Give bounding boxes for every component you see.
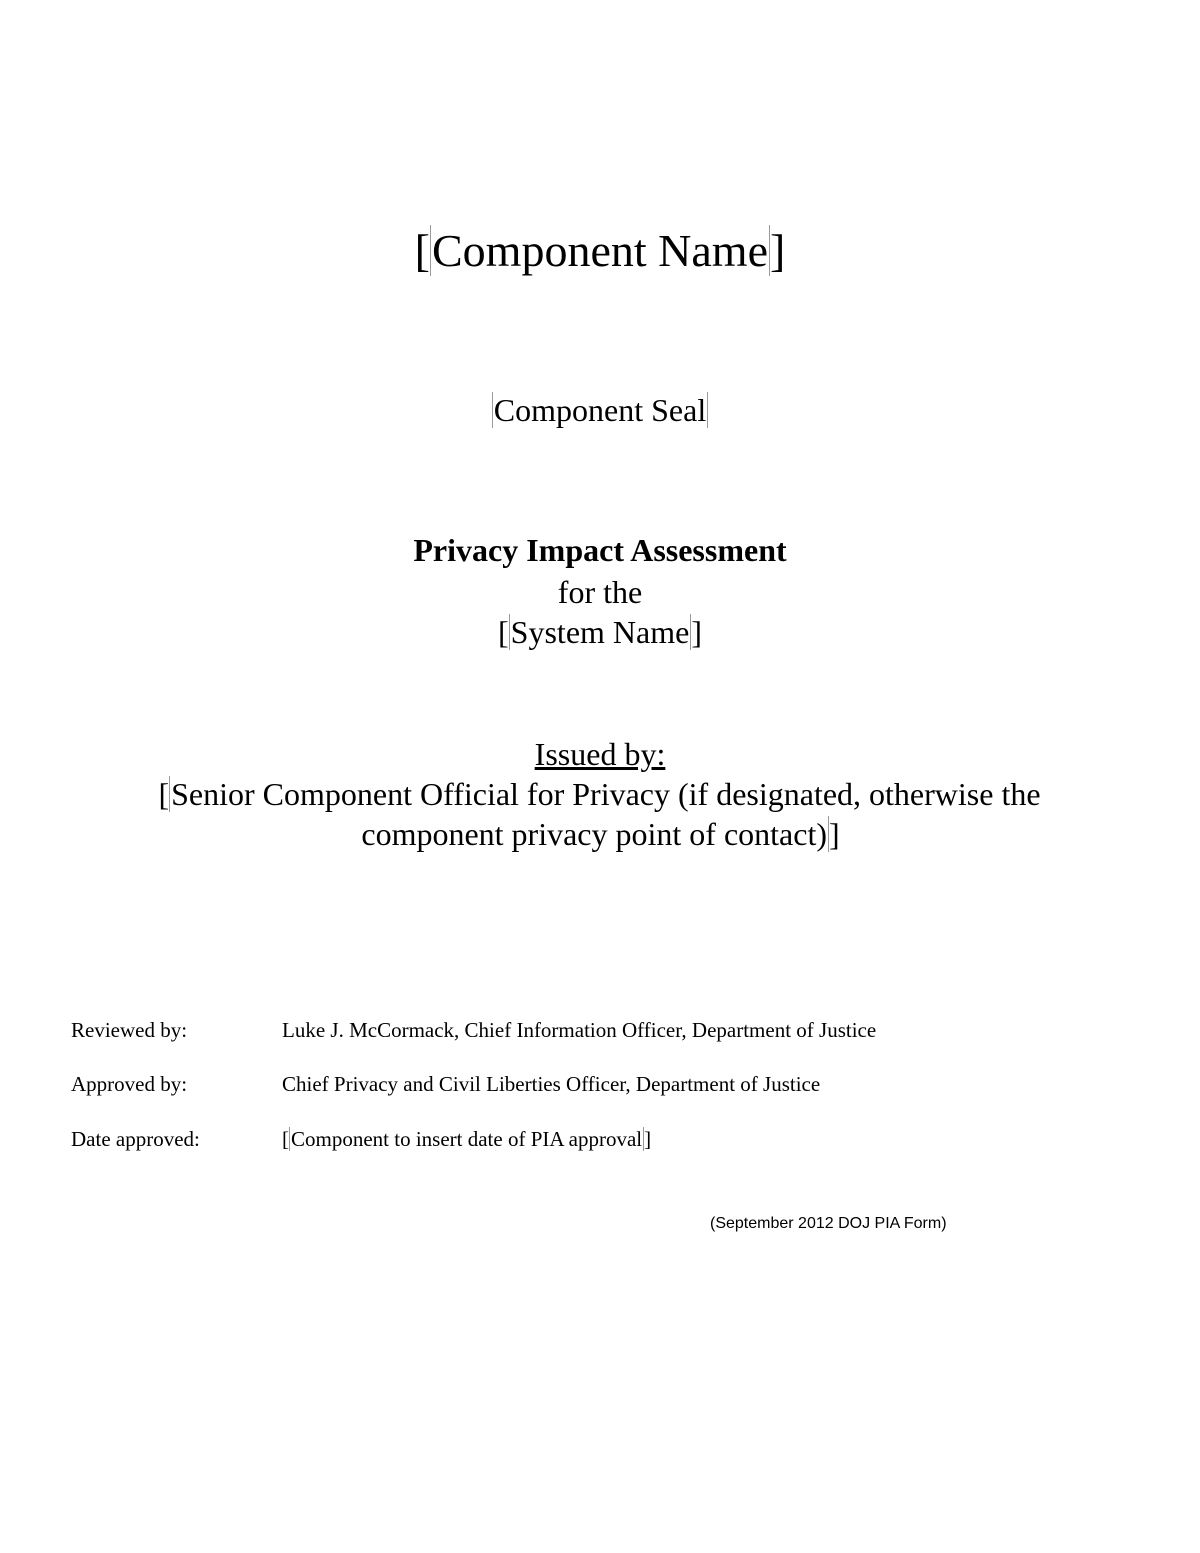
reviewed-by-value: Luke J. McCormack, Chief Information Officer, Department of Justice [282, 1018, 877, 1042]
close-bracket: ] [770, 225, 786, 276]
open-bracket: [ [414, 225, 430, 276]
component-seal-line [0, 390, 1200, 430]
close-bracket: ] [828, 816, 840, 852]
component-name-line [0, 222, 1200, 280]
issuing-official-line-1 [0, 774, 1200, 814]
component-name-field[interactable]: Component Name [432, 225, 768, 276]
issuing-official-field-part-2[interactable]: component privacy point of contact) [361, 816, 827, 852]
form-version-note: (September 2012 DOJ PIA Form) [710, 1215, 947, 1232]
reviewed-by-label: Reviewed by: [71, 1018, 188, 1042]
document-title: Privacy Impact Assessment [413, 532, 787, 568]
issuing-official-line-2 [0, 814, 1200, 854]
date-approved-label: Date approved: [71, 1127, 200, 1151]
system-name-line [0, 612, 1200, 652]
date-approved-value-wrapper [282, 1125, 651, 1153]
date-approved-field[interactable]: Component to insert date of PIA approval [291, 1127, 643, 1151]
open-bracket: [ [282, 1127, 289, 1151]
open-bracket: [ [498, 614, 509, 650]
issuing-official-field-part-1[interactable]: Senior Component Official for Privacy (if designated, otherwise the [171, 776, 1041, 812]
close-bracket: ] [691, 614, 702, 650]
issued-by-label: Issued by: [534, 736, 666, 772]
close-bracket: ] [644, 1127, 652, 1151]
approved-by-label: Approved by: [71, 1072, 188, 1096]
approved-by-value: Chief Privacy and Civil Liberties Officer, Department of Justice [282, 1072, 821, 1096]
open-bracket: [ [158, 776, 170, 812]
system-name-field[interactable]: System Name [510, 614, 690, 650]
component-seal-field[interactable]: Component Seal [493, 392, 707, 428]
title-connector: for the [557, 574, 643, 610]
